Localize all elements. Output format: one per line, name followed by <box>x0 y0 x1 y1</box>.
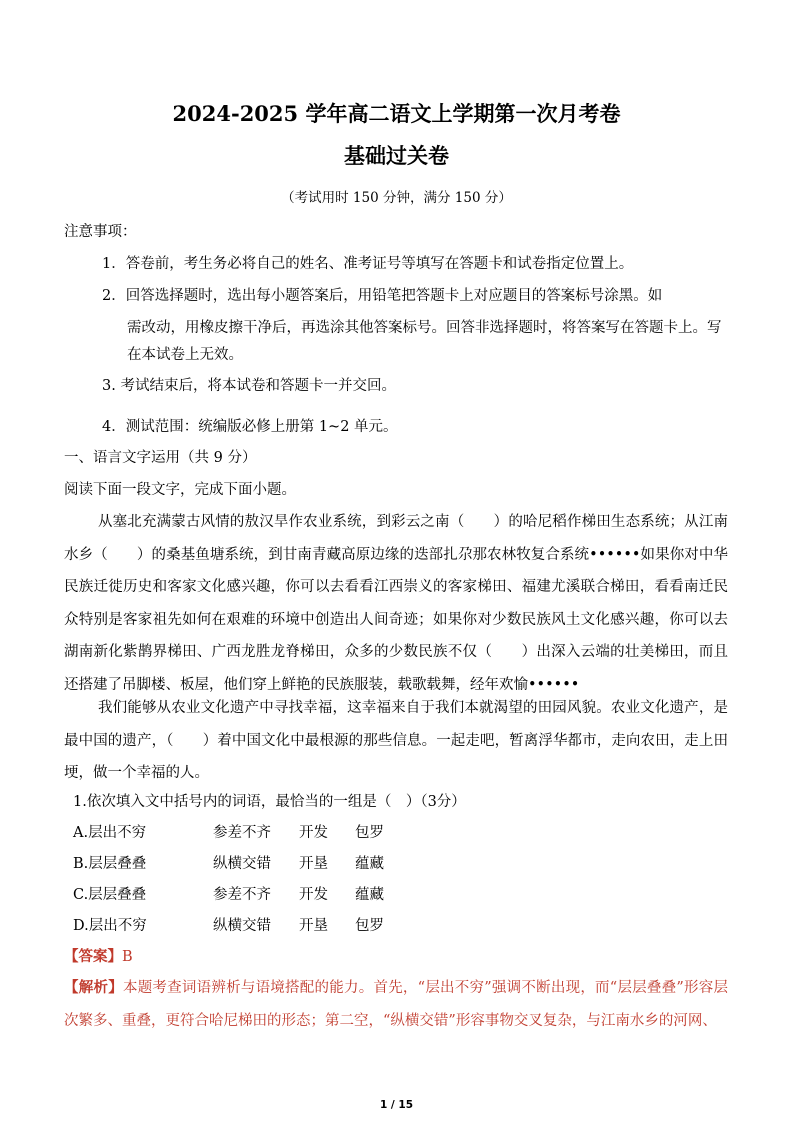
analysis-tag: 【解析】 <box>64 979 123 996</box>
answer-value: B <box>122 949 133 965</box>
notice-item-4: 4．测试范围：统编版必修上册第 1~2 单元。 <box>102 419 398 435</box>
exam-title: 2024-2025 学年高二语文上学期第一次月考卷 <box>172 101 621 126</box>
option-word-3: 开垦 <box>299 856 328 872</box>
option-word-3: 开垦 <box>299 918 328 934</box>
notice-item-3: 3. 考试结束后，将本试卷和答题卡一并交回。 <box>102 378 396 394</box>
option-word-4: 蕴藏 <box>355 887 384 903</box>
notice-item-2-line-3: 在本试卷上无效。 <box>127 347 243 363</box>
option-word-3: 开发 <box>299 887 328 903</box>
option-word-2: 纵横交错 <box>213 856 271 872</box>
option-word-2: 参差不齐 <box>213 887 271 903</box>
passage-paragraph-1: 从塞北充满蒙古风情的敖汉旱作农业系统，到彩云之南（ ）的哈尼稻作梯田生态系统；从江南水乡（ ）的桑基鱼塘系统，到甘南青藏高原边缘的迭部扎尕那农林牧复合系统••••••如果你对中华民族迁徙历史和客家文化感兴趣，你可以去看看江西崇义的客家梯田、福建尤溪联合梯田，看看南迁民众特别是客家祖先如何在艰难的环境中创造出人间奇迹；如果你对少数民族风土文化感兴趣，你可以去湖南新化紫鹊界梯田、广西龙胜龙脊梯田，众多的少数民族不仅（ ）出深入云端的壮美梯田，而且还搭建了吊脚楼、板屋，他们穿上鲜艳的民族服装，载歌载舞，经年欢愉•••••• <box>64 514 728 693</box>
page-number: 1 / 15 <box>379 1099 414 1111</box>
option-word-3: 开发 <box>299 825 328 841</box>
analysis-text: 本题考查词语辨析与语境搭配的能力。首先，“层出不穷”强调不断出现，而“层层叠叠”形容层次繁多、重叠，更符合哈尼梯田的形态；第二空，“纵横交错”形容事物交叉复杂，与江南水乡的河网、 <box>64 980 728 1029</box>
option-word-4: 包罗 <box>355 825 384 841</box>
question-1-stem: 1.依次填入文中括号内的词语，最恰当的一组是（ ）（3分） <box>73 794 466 810</box>
option-word-2: 纵横交错 <box>213 918 271 934</box>
option-label: B.层层叠叠 <box>73 856 147 872</box>
reading-instruction: 阅读下面一段文字，完成下面小题。 <box>64 482 296 498</box>
section-heading: 一、语言文字运用（共 9 分） <box>64 450 257 466</box>
option-word-2: 参差不齐 <box>213 825 271 841</box>
notice-item-2-line-1: 2．回答选择题时，选出每小题答案后，用铅笔把答题卡上对应题目的答案标号涂黑。如 <box>102 288 663 304</box>
notice-item-2-line-2: 需改动，用橡皮擦干净后，再选涂其他答案标号。回答非选择题时，将答案写在答题卡上。写 <box>127 320 722 336</box>
passage-paragraph-2: 我们能够从农业文化遗产中寻找幸福，这幸福来自于我们本就渴望的田园风貌。农业文化遗产，是最中国的遗产，（ ）着中国文化中最根源的那些信息。一起走吧，暂离浮华都市，走向农田，走上田埂，做一个幸福的人。 <box>64 700 728 781</box>
option-word-4: 蕴藏 <box>355 856 384 872</box>
option-word-4: 包罗 <box>355 918 384 934</box>
option-label: C.层层叠叠 <box>73 887 147 903</box>
analysis-paragraph <box>64 972 728 1037</box>
answer-line <box>64 947 133 967</box>
option-label: D.层出不穷 <box>73 918 147 934</box>
answer-tag: 【答案】 <box>64 948 122 965</box>
notice-heading: 注意事项： <box>64 224 137 240</box>
notice-item-1: 1．答卷前，考生务必将自己的姓名、准考证号等填写在答题卡和试卷指定位置上。 <box>102 256 634 272</box>
option-label: A.层出不穷 <box>73 825 147 841</box>
exam-info: （考试用时 150 分钟，满分 150 分） <box>281 190 512 206</box>
exam-subtitle: 基础过关卷 <box>344 143 449 168</box>
